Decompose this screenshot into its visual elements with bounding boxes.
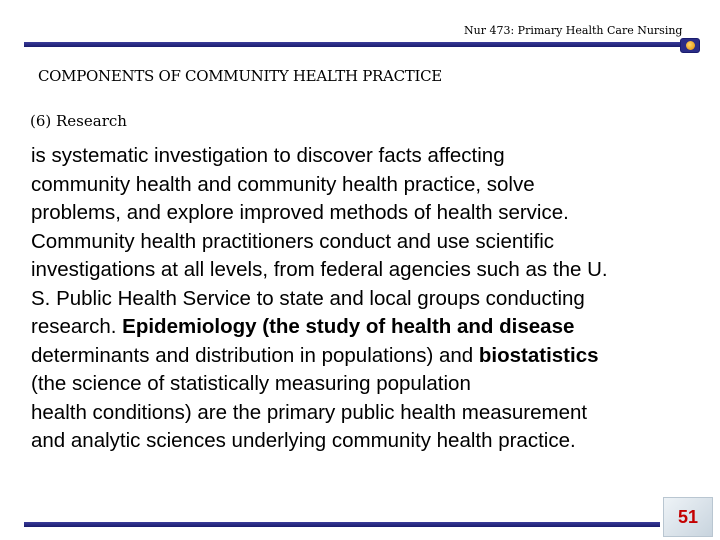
biostatistics-term: biostatistics [478, 343, 599, 367]
bottom-rule [24, 522, 660, 527]
body-line: problems, and explore improved methods of health service. [31, 201, 569, 224]
page-number-box [663, 497, 713, 537]
page-number: 51 [677, 506, 699, 527]
body-line: (the science of statistically measuring population [31, 372, 471, 395]
top-rule [24, 42, 680, 47]
bullet-circle-icon [680, 38, 700, 53]
course-header: Nur 473: Primary Health Care Nursing [464, 24, 683, 37]
body-line: S. Public Health Service to state and local groups conducting [31, 286, 585, 310]
body-line: is systematic investigation to discover facts affecting [31, 144, 505, 167]
epidemiology-term: Epidemiology (the study of health and disease [122, 315, 575, 338]
slide-heading: COMPONENTS OF COMMUNITY HEALTH PRACTICE [38, 67, 442, 85]
body-line: and analytic sciences underlying community health practice. [31, 429, 576, 452]
body-line: health conditions) are the primary public health measurement [31, 400, 588, 424]
body-line: community health and community health practice, solve [31, 172, 535, 196]
body-line [31, 342, 717, 371]
body-paragraph [31, 142, 717, 456]
section-subheading: (6) Research [30, 112, 127, 130]
bullet-dot [686, 41, 695, 50]
body-text-segment: research. [31, 315, 123, 338]
body-text-segment: determinants and distribution in populations) and [31, 343, 479, 367]
body-line [31, 313, 717, 342]
body-line: investigations at all levels, from federal agencies such as the U. [31, 258, 608, 281]
body-line: Community health practitioners conduct and use scientific [31, 229, 555, 253]
